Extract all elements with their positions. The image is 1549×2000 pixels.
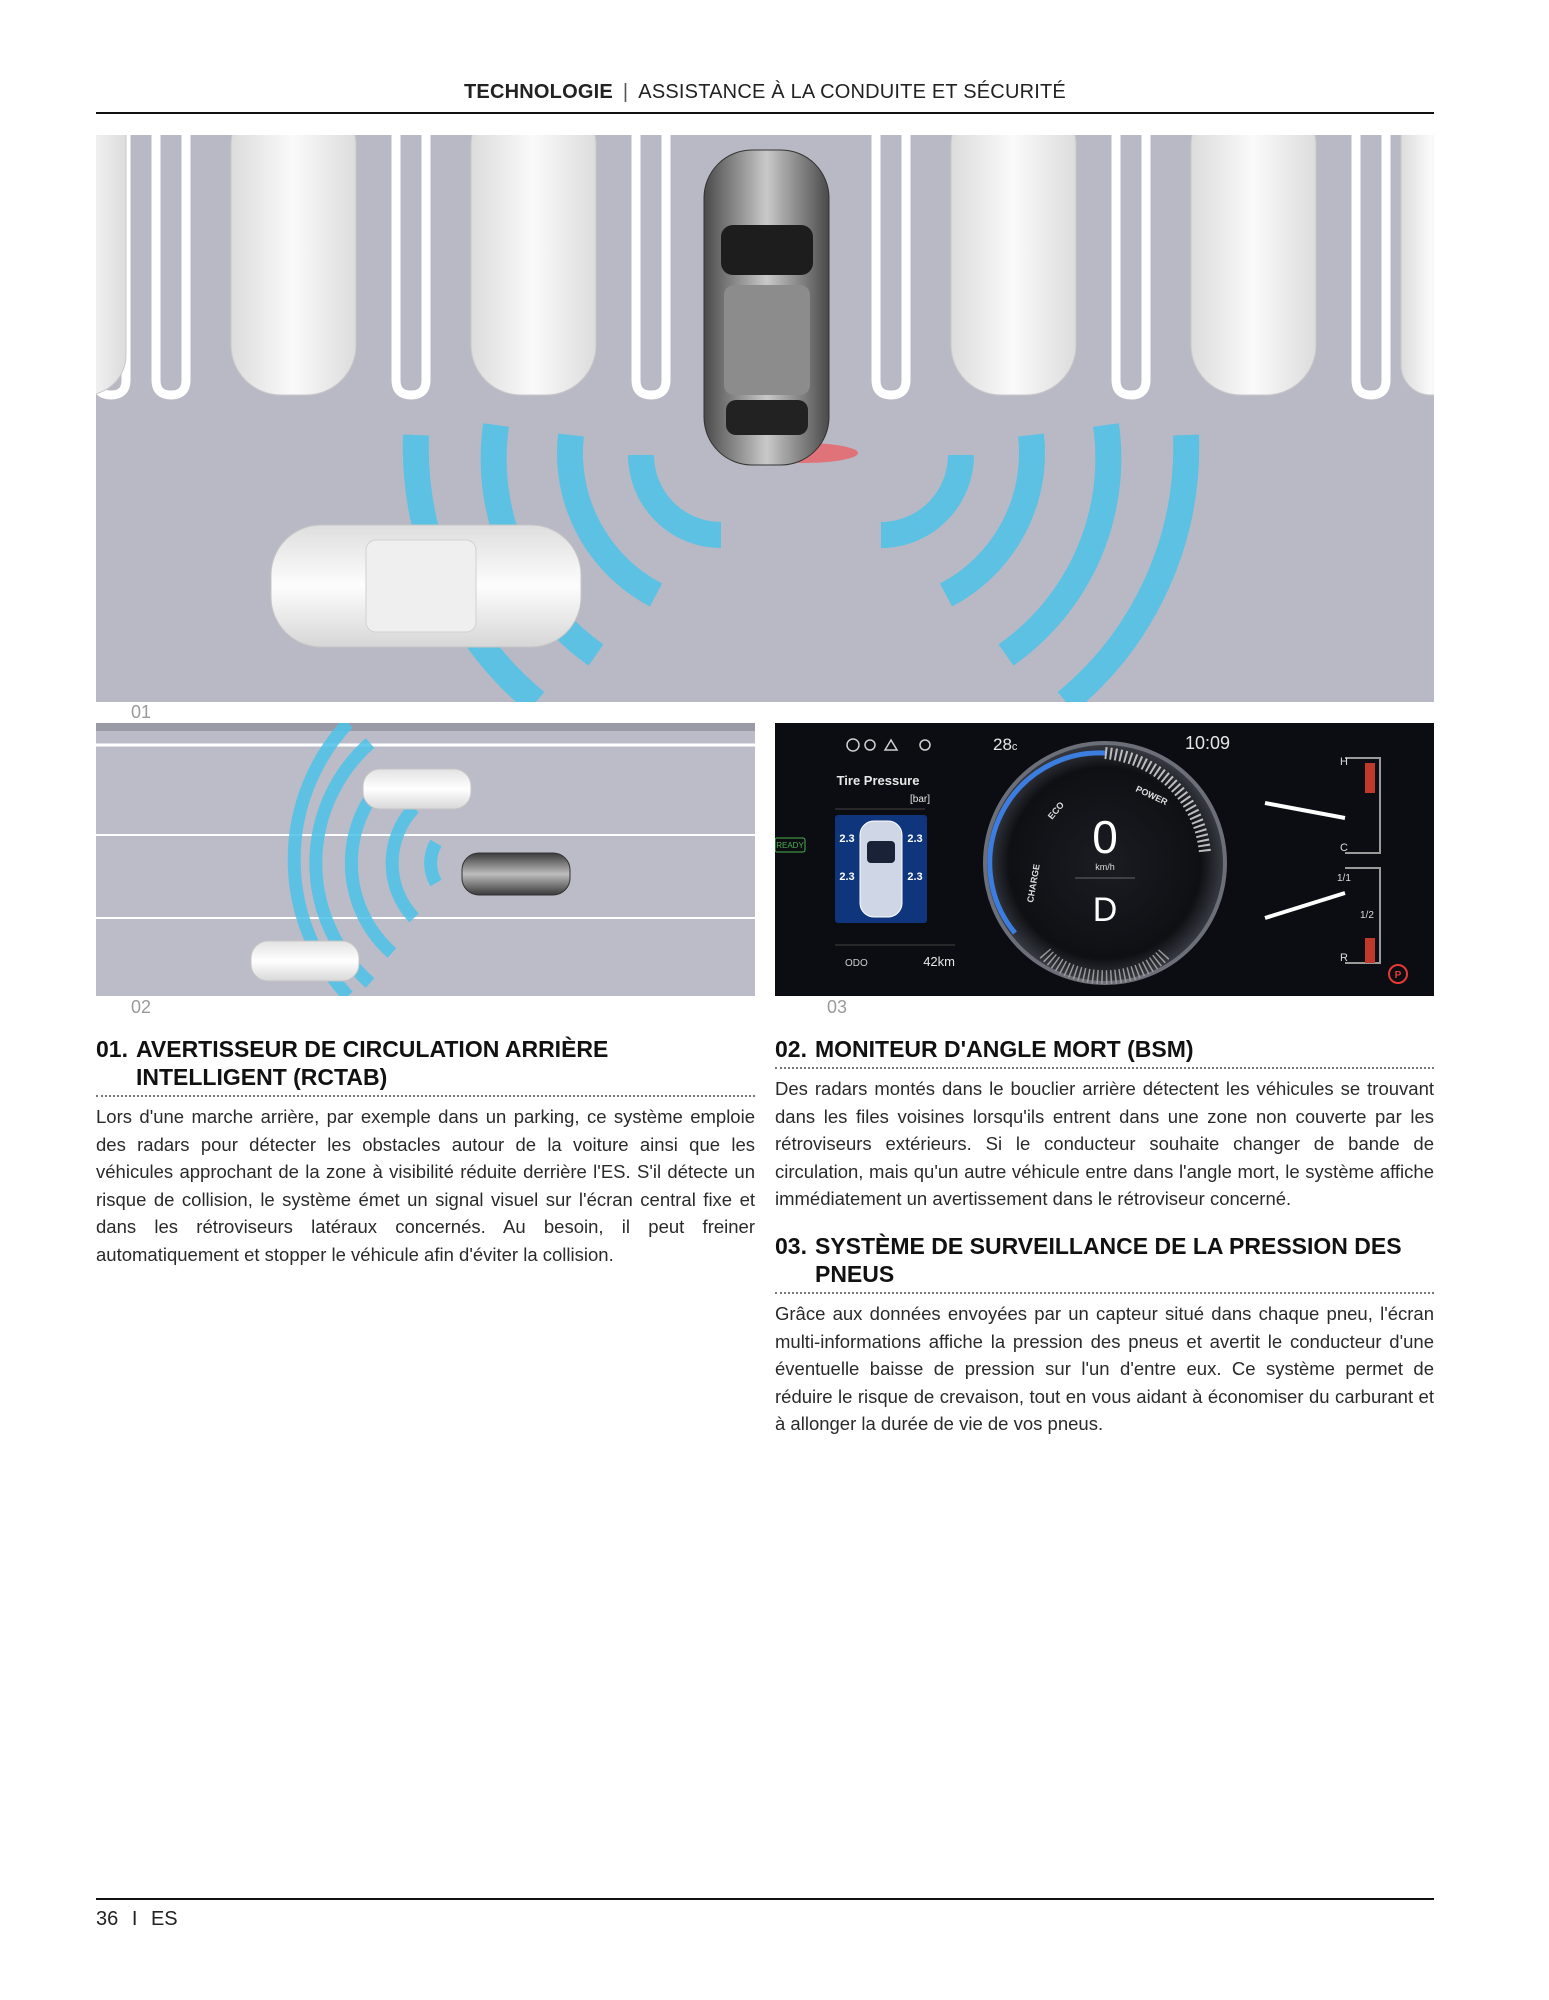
section-body: Grâce aux données envoyées par un capteur situé dans chaque pneu, l'écran multi-informations affiche la pression des pneus et avertit le conducteur d'une éventuelle baisse de pression sur l'un d'entre eux. Ce système permet de réduire le risque de crevaison, tout en vous aidant à économiser du carburant et à allonger la durée de vie de vos pneus. xyxy=(775,1303,1434,1434)
section-number: 02. xyxy=(775,1036,807,1062)
ready-indicator xyxy=(775,838,805,852)
header-separator: | xyxy=(622,80,629,103)
page-header xyxy=(96,74,1434,110)
temp-high-label: H xyxy=(1340,756,1348,768)
outside-temperature: 28c xyxy=(993,735,1018,754)
fuel-half-label: 1/2 xyxy=(1360,910,1374,921)
model-name: ES xyxy=(150,1908,178,1930)
parking-illustration xyxy=(96,135,1434,702)
section-rctab xyxy=(96,1035,755,1268)
section-heading: SYSTÈME DE SURVEILLANCE DE LA PRESSION DES PNEUS xyxy=(814,1233,1402,1287)
section-heading: AVERTISSEUR DE CIRCULATION ARRIÈRE INTELLIGENT (RCTAB) xyxy=(135,1036,609,1090)
figure-number-03: 03 xyxy=(827,997,848,1017)
eco-label: ECO xyxy=(1045,799,1067,822)
figure-number-02: 02 xyxy=(131,997,152,1017)
header-category: TECHNOLOGIE xyxy=(464,80,613,103)
figure-parking-rctab xyxy=(96,135,1434,702)
odometer-label: ODO xyxy=(845,958,868,969)
section-title xyxy=(96,1035,755,1097)
speed-value: 0 xyxy=(1092,811,1118,863)
power-label: POWER xyxy=(1134,783,1170,808)
fuel-reserve-label: R xyxy=(1340,952,1348,964)
temp-low-label: C xyxy=(1340,842,1348,854)
section-tpms xyxy=(775,1232,1434,1438)
section-bsm xyxy=(775,1035,1434,1213)
charge-label: CHARGE xyxy=(1025,863,1042,904)
speed-unit: km/h xyxy=(1095,862,1115,872)
page-number: 36 xyxy=(96,1908,119,1930)
tire-rear-right: 2.3 xyxy=(907,871,923,883)
section-heading: MONITEUR D'ANGLE MORT (BSM) xyxy=(814,1036,1194,1062)
highway-illustration xyxy=(96,723,755,996)
tire-front-left: 2.3 xyxy=(839,833,855,845)
odometer-value: 42km xyxy=(923,954,955,969)
gear-indicator: D xyxy=(1092,891,1118,929)
page-footer xyxy=(96,1908,178,1931)
header-rule xyxy=(96,112,1434,114)
tire-rear-left: 2.3 xyxy=(839,871,855,883)
svg-text:READY: READY xyxy=(776,841,804,850)
section-number: 01. xyxy=(96,1036,128,1062)
central-dial xyxy=(985,743,1225,983)
section-body: Des radars montés dans le bouclier arrière détectent les véhicules se trouvant dans les files voisines lorsqu'ils entrent dans une zone non couverte par les rétroviseurs extérieurs. Si le conducteur souhaite changer de bande de circulation, mais qu'un autre véhicule entre dans l'angle mort, le système affiche immédiatement un avertissement dans le rétroviseur concerné. xyxy=(775,1078,1434,1209)
figure-highway-bsm xyxy=(96,723,755,996)
section-title xyxy=(775,1035,1434,1069)
section-body: Lors d'une marche arrière, par exemple dans un parking, ce système emploie des radars pour détecter les obstacles autour de la voiture ainsi que les véhicules approchant de la zone à visibilité réduite derrière l'ES. S'il détecte un risque de collision, le système émet un signal visuel sur l'écran central fixe et dans les rétroviseurs latéraux concernés. Au besoin, il peut freiner automatiquement et stopper le véhicule afin d'éviter la collision. xyxy=(96,1106,755,1265)
header-subtitle: ASSISTANCE À LA CONDUITE ET SÉCURITÉ xyxy=(638,80,1066,103)
tire-panel-unit: [bar] xyxy=(909,794,930,805)
section-title xyxy=(775,1232,1434,1294)
footer-rule xyxy=(96,1898,1434,1900)
svg-text:P: P xyxy=(1394,970,1402,981)
tire-panel-title: Tire Pressure xyxy=(836,773,920,788)
fuel-full-label: 1/1 xyxy=(1337,873,1351,884)
tire-front-right: 2.3 xyxy=(907,833,923,845)
figure-instrument-cluster xyxy=(775,723,1434,996)
cluster-illustration xyxy=(775,723,1434,996)
figure-number-01: 01 xyxy=(131,702,152,722)
clock: 10:09 xyxy=(1185,733,1231,753)
section-number: 03. xyxy=(775,1233,807,1259)
approaching-car xyxy=(271,525,581,647)
footer-separator: I xyxy=(131,1908,138,1930)
